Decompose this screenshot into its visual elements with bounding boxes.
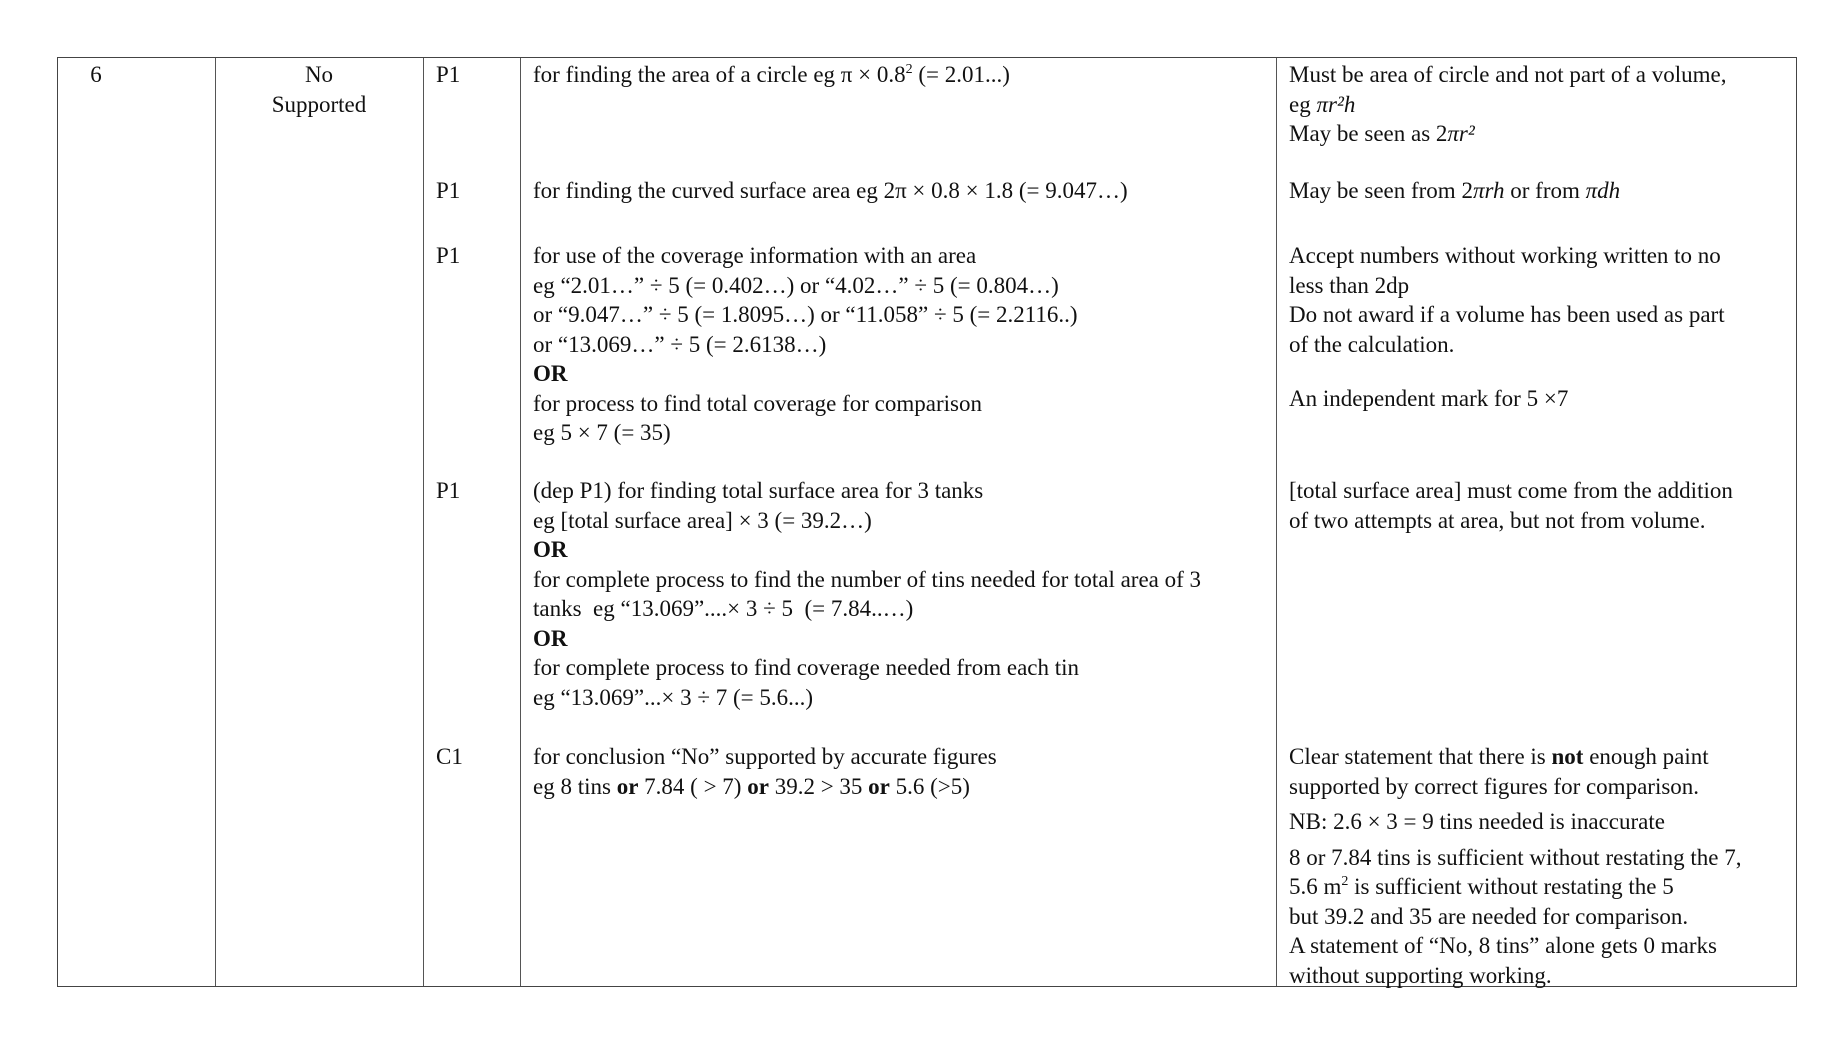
notes-line: An independent mark for 5 ×7 <box>1289 386 1569 411</box>
method-line: eg “2.01…” ÷ 5 (= 0.402…) or “4.02…” ÷ 5 (= 0.804…) <box>533 272 1059 298</box>
method-text <box>533 60 1010 90</box>
answer-line: No <box>304 62 334 87</box>
mark-scheme-table <box>57 57 1797 987</box>
method-line: eg 5 × 7 (= 35) <box>533 420 671 445</box>
notes-line: May be seen as 2 <box>1289 121 1448 146</box>
or-label: OR <box>533 361 568 386</box>
notes-text <box>1289 742 1742 990</box>
notes-line: of the calculation. <box>1289 331 1455 357</box>
emphasis: not <box>1551 744 1584 769</box>
superscript: 2 <box>905 62 913 77</box>
column-divider <box>520 58 521 986</box>
column-divider <box>1276 58 1277 986</box>
notes-line: Clear statement that there is <box>1289 744 1552 769</box>
or-label: OR <box>533 537 568 562</box>
notes-line: [total surface area] must come from the addition <box>1289 478 1733 503</box>
method-line: or “9.047…” ÷ 5 (= 1.8095…) or “11.058” ÷ 5 (= 2.2116..) <box>533 302 1078 327</box>
notes-line: enough paint <box>1583 744 1709 769</box>
method-line: for finding the area of a circle eg π × 0.8 <box>533 62 906 87</box>
notes-line: A statement of “No, 8 tins” alone gets 0 marks <box>1289 933 1717 958</box>
notes-line: Accept numbers without working written to no <box>1289 243 1721 268</box>
column-divider <box>215 58 216 986</box>
mark-code: P1 <box>436 62 461 87</box>
notes-line: but 39.2 and 35 are needed for comparison. <box>1289 903 1689 929</box>
or-label: or <box>868 773 890 799</box>
answer-line: Supported <box>271 91 367 117</box>
method-text <box>533 476 1201 712</box>
method-line: (= 2.01...) <box>912 62 1010 87</box>
method-line: for complete process to find the number of tins needed for total area of 3 <box>533 566 1202 592</box>
mark-code: P1 <box>436 478 461 503</box>
mark-code: C1 <box>436 744 463 769</box>
method-line: for use of the coverage information with an area <box>533 243 977 268</box>
column-divider <box>423 58 424 986</box>
method-text <box>533 176 1128 206</box>
notes-text <box>1289 176 1620 206</box>
notes-line: supported by correct figures for comparison. <box>1289 773 1700 799</box>
mark-code: P1 <box>436 178 461 203</box>
notes-line: less than 2dp <box>1289 272 1410 298</box>
mark-code: P1 <box>436 243 461 268</box>
method-line: (dep P1) for finding total surface area for 3 tanks <box>533 478 984 503</box>
method-line: 7.84 ( > 7) <box>638 773 748 799</box>
method-line: eg “13.069”...× 3 ÷ 7 (= 5.6...) <box>533 684 814 710</box>
method-line: 5.6 (>5) <box>889 773 970 799</box>
method-text <box>533 742 997 801</box>
notes-line: NB: 2.6 × 3 = 9 tins needed is inaccurate <box>1289 809 1665 834</box>
method-text <box>533 241 1078 448</box>
method-line: for complete process to find coverage needed from each tin <box>533 655 1080 680</box>
notes-line: 8 or 7.84 tins is sufficient without restating the 7, <box>1289 844 1742 870</box>
method-line: for process to find total coverage for comparison <box>533 390 982 416</box>
formula: πdh <box>1585 178 1621 203</box>
or-label: or <box>616 773 639 799</box>
notes-line: Do not award if a volume has been used as part <box>1289 302 1725 327</box>
notes-line: or from <box>1504 178 1586 203</box>
method-line: for conclusion “No” supported by accurate figures <box>533 744 997 769</box>
method-line: tanks eg “13.069”....× 3 ÷ 5 (= 7.84..…) <box>533 596 914 621</box>
or-label: OR <box>533 625 568 651</box>
answer-cell <box>215 60 423 119</box>
superscript: 2 <box>1341 874 1349 889</box>
method-line: for finding the curved surface area eg 2π × 0.8 × 1.8 (= 9.047…) <box>533 178 1128 203</box>
formula: πr² <box>1447 121 1475 146</box>
notes-line: Must be area of circle and not part of a volume, <box>1289 62 1727 87</box>
notes-line: of two attempts at area, but not from volume. <box>1289 507 1706 533</box>
notes-line: eg <box>1289 91 1317 117</box>
notes-text <box>1289 241 1725 359</box>
method-line: or “13.069…” ÷ 5 (= 2.6138…) <box>533 331 827 357</box>
notes-line: is sufficient without restating the 5 <box>1348 874 1674 899</box>
notes-text <box>1289 476 1733 535</box>
method-line: eg 8 tins <box>533 773 617 799</box>
or-label: or <box>747 773 769 799</box>
notes-line: May be seen from 2 <box>1289 178 1473 203</box>
notes-text <box>1289 60 1726 149</box>
method-line: eg [total surface area] × 3 (= 39.2…) <box>533 507 872 533</box>
notes-line: without supporting working. <box>1289 962 1552 988</box>
formula: πrh <box>1472 178 1505 203</box>
method-line: 39.2 > 35 <box>768 773 869 799</box>
question-number: 6 <box>90 62 102 87</box>
notes-text <box>1289 384 1568 414</box>
formula: πr²h <box>1316 91 1356 117</box>
notes-line: 5.6 m <box>1289 874 1342 899</box>
